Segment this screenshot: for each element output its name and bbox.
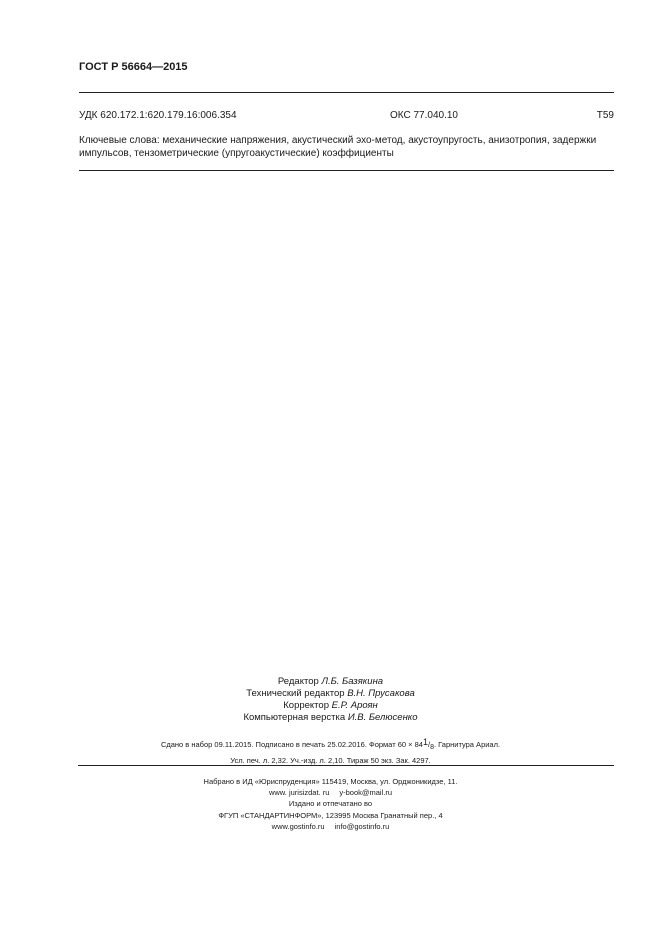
publisher-info	[0, 776, 661, 832]
colophon-divider	[78, 765, 614, 766]
publisher-line-4: ФГУП «СТАНДАРТИНФОРМ», 123995 Москва Гранатный пер., 4	[218, 810, 443, 820]
publisher-line-2	[0, 787, 661, 798]
keywords-text: Ключевые слова: механические напряжения, акустический эхо-метод, акустоупругость, анизотропия, задержки импульсов, тензометрические (упругоакустические) коэффициенты	[79, 135, 597, 159]
format-fraction: $^1/_8$	[422, 737, 434, 751]
print-line-2: Усл. печ. л. 2,32. Уч.-изд. л. 2,10. Тираж 50 экз. Зак. 4297.	[230, 756, 431, 765]
publisher-website[interactable]: www. jurisizdat. ru	[268, 788, 330, 798]
publisher-line-3: Издано и отпечатано во	[288, 799, 373, 809]
credit-tech-editor: Технический редактор В.Н. Прусакова	[246, 688, 415, 699]
publisher-line-5	[0, 821, 661, 832]
credit-layout: Компьютерная верстка И.В. Белюсенко	[243, 712, 418, 723]
print-line-1: Сдано в набор 09.11.2015. Подписано в печать 25.02.2016. Формат $60 \times 84^1/_8$. Гарнитура Ариал.	[160, 737, 501, 751]
publisher-email[interactable]: y-book@mail.ru	[339, 788, 393, 798]
publisher-line-1: Набрано в ИД «Юриспруденция» 115419, Москва, ул. Орджоникидзе, 11.	[203, 777, 458, 786]
top-divider	[79, 92, 614, 93]
udk-code: УДК 620.172.1:620.179.16:006.354	[79, 110, 237, 121]
keywords-divider	[79, 170, 614, 171]
print-details	[0, 737, 661, 768]
oks-code: ОКС 77.040.10	[390, 110, 458, 121]
credit-proofreader: Корректор Е.Р. Ароян	[283, 700, 378, 711]
credit-editor: Редактор Л.Б. Базякина	[277, 676, 384, 687]
standartinform-email[interactable]: info@gostinfo.ru	[334, 821, 390, 831]
standartinform-website[interactable]: www.gostinfo.ru	[271, 821, 325, 831]
editorial-credits	[0, 676, 661, 724]
document-code: ГОСТ Р 56664—2015	[79, 61, 188, 73]
group-code: Т59	[596, 110, 614, 121]
